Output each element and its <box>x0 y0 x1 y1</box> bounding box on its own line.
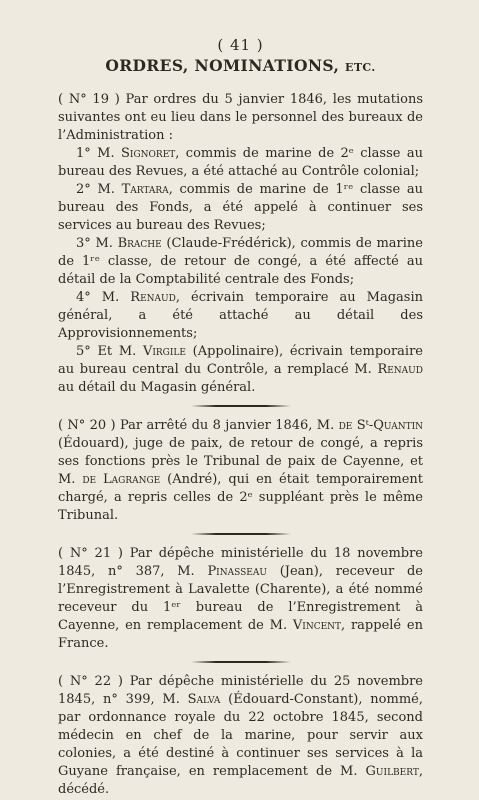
person-name: Renaud <box>130 290 176 305</box>
heading-etc: ETC. <box>345 61 376 74</box>
person-name: Vincent <box>292 618 342 633</box>
page-number: ( 41 ) <box>217 36 264 54</box>
heading-text: ORDRES, NOMINATIONS, <box>105 56 340 75</box>
person-name: Virgile <box>142 344 186 359</box>
person-name: Tartara <box>121 182 169 197</box>
person-name: Signoret <box>121 146 176 161</box>
person-name: Guilbert <box>365 764 419 779</box>
entry-21 <box>58 545 423 653</box>
page-heading <box>58 56 423 75</box>
entry-paragraph: ( N° 20 ) Par arrêté du 8 janvier 1846, M. de Sᵗ-Quantin (Édouard), juge de paix, de retour de congé, a repris ses fonctions près le Tribunal de paix de Cayenne, et M. de Lagrange (André), qui en était temporairement chargé, a repris celles de 2ᵉ suppléant près le même Tribunal. <box>58 418 424 523</box>
entry-20 <box>58 417 423 525</box>
person-name: Renaud <box>377 362 423 377</box>
entry-paragraph: 4° M. Renaud, écrivain temporaire au Magasin général, a été attaché au détail des Approvisionnements; <box>58 290 423 341</box>
separator-rule <box>191 533 291 535</box>
entry-19 <box>58 91 423 397</box>
person-name: de Sᵗ-Quantin <box>338 418 423 433</box>
person-name: Pinasseau <box>207 564 267 579</box>
entry-paragraph: ( N° 21 ) Par dépêche ministérielle du 18 novembre 1845, n° 387, M. Pinasseau (Jean), receveur de l’Enregistrement à Lavalette (Charente), a été nommé receveur du 1ᵉʳ bureau de l’Enregistrement à Cayenne, en remplacement de M. Vincent, rappelé en France. <box>58 546 423 651</box>
person-name: Salva <box>187 692 221 707</box>
entry-paragraph: 5° Et M. Virgile (Appolinaire), écrivain temporaire au bureau central du Contrôle, a remplacé M. Renaud au détail du Magasin général. <box>58 344 423 395</box>
separator-rule <box>191 405 291 407</box>
entry-paragraph: 2° M. Tartara, commis de marine de 1ʳᵉ classe au bureau des Fonds, a été appelé à continuer ses services au bureau des Revues; <box>58 182 423 233</box>
person-name: Brache <box>117 236 162 251</box>
entry-paragraph: ( N° 19 ) Par ordres du 5 janvier 1846, les mutations suivantes ont eu lieu dans le personnel des bureaux de l’Administration : <box>58 92 423 143</box>
person-name: de Lagrange <box>82 472 161 487</box>
entry-paragraph: ( N° 22 ) Par dépêche ministérielle du 25 novembre 1845, n° 399, M. Salva (Édouard-Constant), nommé, par ordonnance royale du 22 octobre 1845, second médecin en chef de la marine, pour servir aux colonies, a été destiné à continuer ses services à la Guyane française, en remplacement de M. Guilbert, décédé. <box>58 674 423 797</box>
entry-22 <box>58 673 423 799</box>
entry-paragraph: 1° M. Signoret, commis de marine de 2ᵉ classe au bureau des Revues, a été attaché au Contrôle colonial; <box>58 146 423 179</box>
separator-rule <box>191 661 291 663</box>
entry-paragraph: 3° M. Brache (Claude-Frédérick), commis de marine de 1ʳᵉ classe, de retour de congé, a été affecté au détail de la Comptabilité centrale des Fonds; <box>58 236 423 287</box>
